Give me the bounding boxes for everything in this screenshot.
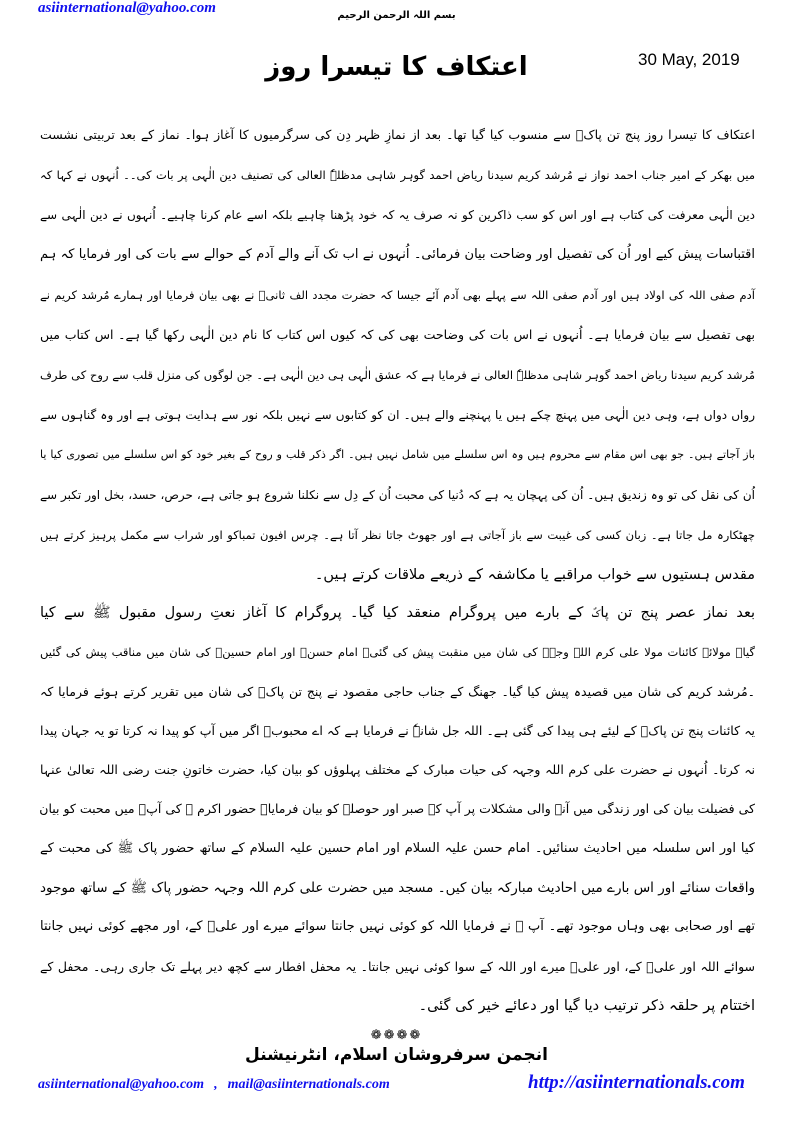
text-line: گیا۔ مولائے کائنات مولا علی کرم اللہ وجہہ کی شان میں منقبت پیش کی گئی۔ امام حسنؑ اور امام حسینؑ کی شان میں مناقب پیش کی گئیں (40, 645, 755, 660)
date: 30 May, 2019 (638, 50, 740, 69)
separator: , (214, 1077, 218, 1092)
text-line: ۔مُرشد کریم کی شان میں قصیدہ پیش کیا گیا۔ جھنگ کے جناب حاجی مقصود نے پنج تن پاکؑ کی شان میں تقریر کرتے ہوئے فرمایا کہ (40, 683, 755, 699)
text-line: میں بھکر کے امیر جناب احمد نواز نے مُرشد کریم سیدنا ریاض احمد گوہر شاہی مدظلہٗ العالی کی تصنیف دین الٰہی پر بات کی۔۔ اُنہوں نے کہا کہ (40, 168, 755, 182)
text-line: چھٹکارہ مل جاتا ہے۔ زبان کسی کی غیبت سے باز آجاتی ہے اور جھوٹ جاتا نظر آتا ہے۔ چرس افیون تمباکو اور شراب سے مکمل پرہیز کرتے ہیں (40, 528, 755, 542)
text-line: واقعات سنائے اور اس بارے میں احادیث مبارکہ بیان کیں۔ مسجد میں حضرت علی کرم اللہ وجہہ حضور پاک ﷺ کے ساتھ موجود (40, 880, 755, 897)
text-line: بعد نماز عصر پنج تن پاکؑ کے بارے میں پروگرام منعقد کیا گیا۔ پروگرام کا آغاز نعتِ رسول مقبول ﷺ سے کیا (40, 605, 755, 621)
text-line: اُن کی نقل کی تو وہ زندیق ہیں۔ اُن کی پہچان یہ ہے کہ دُنیا کی محبت اُن کے دِل سے نکلنا شروع ہو جاتی ہے، حرص، حسد، بخل اور تکبر سے (40, 488, 755, 502)
text-line: اقتباسات پیش کیے اور اُن کی تفصیل اور وضاحت بیان فرمائی۔ اُنہوں نے اب تک آنے والے آدم کے حوالے سے بات کی اور فرمایا کہ ہم (40, 247, 755, 262)
text-line: تھے اور صحابی بھی وہاں موجود تھے۔ آپ ﷺ نے فرمایا اللہ کو کوئی نہیں جانتا سوائے میرے اور علیؑ کے، اور مجھے کوئی نہیں جانتا (40, 919, 755, 935)
text-line: یہ کائنات پنج تن پاکؑ کے لیئے ہی پیدا کی گئی ہے۔ اللہ جل شانہٗ نے فرمایا ہے کہ اے محبوبؐ اگر میں آپ کو پیدا نہ کرتا تو یہ جہان پیدا (40, 722, 755, 738)
text-line: بھی تفصیل سے بیان فرمایا ہے۔ اُنہوں نے اس بات کی وضاحت بھی کی کہ کیوں اس کتاب کا نام دین الٰہی رکھا گیا ہے۔ اس کتاب میں (40, 327, 755, 342)
footer-email-link-2[interactable]: mail@asiinternationals.com (227, 1077, 390, 1092)
page-title: اعتکاف کا تیسرا روز (265, 52, 528, 82)
text-line: مقدس ہستیوں سے خواب مراقبے یا مکاشفہ کے ذریعے ملاقات کرتے ہیں۔ (314, 567, 755, 583)
paragraph-2 (40, 596, 755, 1028)
organization-name: انجمن سرفروشان اسلام، انٹرنیشنل (245, 1045, 548, 1065)
star-ornament-icon: ❁❁❁❁ (370, 1028, 423, 1043)
text-line: اختتام پر حلقہ ذکر ترتیب دیا گیا اور دعائے خیر کی گئی۔ (418, 997, 755, 1014)
text-line: دین الٰہی معرفت کی کتاب ہے اور اس کو سب ذاکرین کو نہ صرف یہ کہ خود پڑھنا چاہیے بلکہ اسے عام کرنا چاہیے۔ اُنہوں نے دین الٰہی سے (40, 208, 755, 222)
text-line: آدم صفی اللہ کی اولاد ہیں اور آدم صفی اللہ سے پہلے بھی آدم آئے جیسا کہ حضرت مجدد الف ثانیؒ نے بھی بیان فرمایا اور ہمارے مُرشد کریم نے (40, 288, 755, 302)
text-line: مُرشد کریم سیدنا ریاض احمد گوہر شاہی مدظلہٗ العالی نے فرمایا ہے کہ عشق الٰہی ہی دین الٰہی ہے۔ جن لوگوں کی منزل قلب سے روح کی طرف (40, 368, 755, 382)
text-line: کی فضیلت بیان کی اور زندگی میں آنے والی مشکلات پر آپ کے صبر اور حوصلہ کو بیان فرمایا۔ حضور اکرم ﷺ کی آپؑ میں محبت کو بیان (39, 801, 755, 817)
paragraph-1 (40, 118, 755, 598)
text-line: کیا اور اس سلسلہ میں احادیث سنائیں۔ امام حسن علیہ السلام اور امام حسین علیہ السلام کے ساتھ حضور پاک ﷺ کی محبت کے (40, 840, 755, 856)
text-line: باز آجاتے ہیں۔ جو بھی اس مقام سے محروم ہیں وہ اس سلسلے میں شامل نہیں ہیں۔ اگر ذکر قلب و روح کے بغیر خود کو اس سلسلے میں تصوری کیا یا (40, 448, 755, 461)
header-email-link[interactable]: asiinternational@yahoo.com (38, 0, 216, 16)
text-line: رواں دواں ہے، وہی دین الٰہی میں پہنچ چکے ہیں یا پہنچنے والے ہیں۔ ان کو کتابوں سے نہیں بلکہ نور سے ہدایت ہوتی ہے اور وہ گناہوں سے (40, 408, 755, 422)
footer-email-link-1[interactable]: asiinternational@yahoo.com (38, 1077, 205, 1092)
text-line: سوائے اللہ اور علیؑ کے، اور علیؑ میرے اور اللہ کے سوا کوئی نہیں جانتا۔ یہ محفل افطار سے کچھ دیر پہلے تک جاری رہی۔ محفل کے (40, 958, 755, 974)
text-line: نہ کرتا۔ اُنہوں نے حضرت علی کرم اللہ وجہہ کی حیات مبارک کے مختلف پہلوؤں کو بیان کیا، حضرت خاتونِ جنت رضی اللہ تعالیٰ عنہا (40, 762, 755, 778)
footer-emails (38, 1076, 390, 1093)
website-link[interactable]: http://asiinternationals.com (528, 1072, 745, 1093)
text-line: اعتکاف کا تیسرا روز پنج تن پاکؑ سے منسوب کیا گیا تھا۔ بعد از نمازِ ظہر دِن کی سرگرمیوں کا آغاز ہوا۔ نماز کے بعد تربیتی نشست (40, 127, 755, 142)
bismillah: بسم اللہ الرحمن الرحیم (337, 10, 456, 21)
